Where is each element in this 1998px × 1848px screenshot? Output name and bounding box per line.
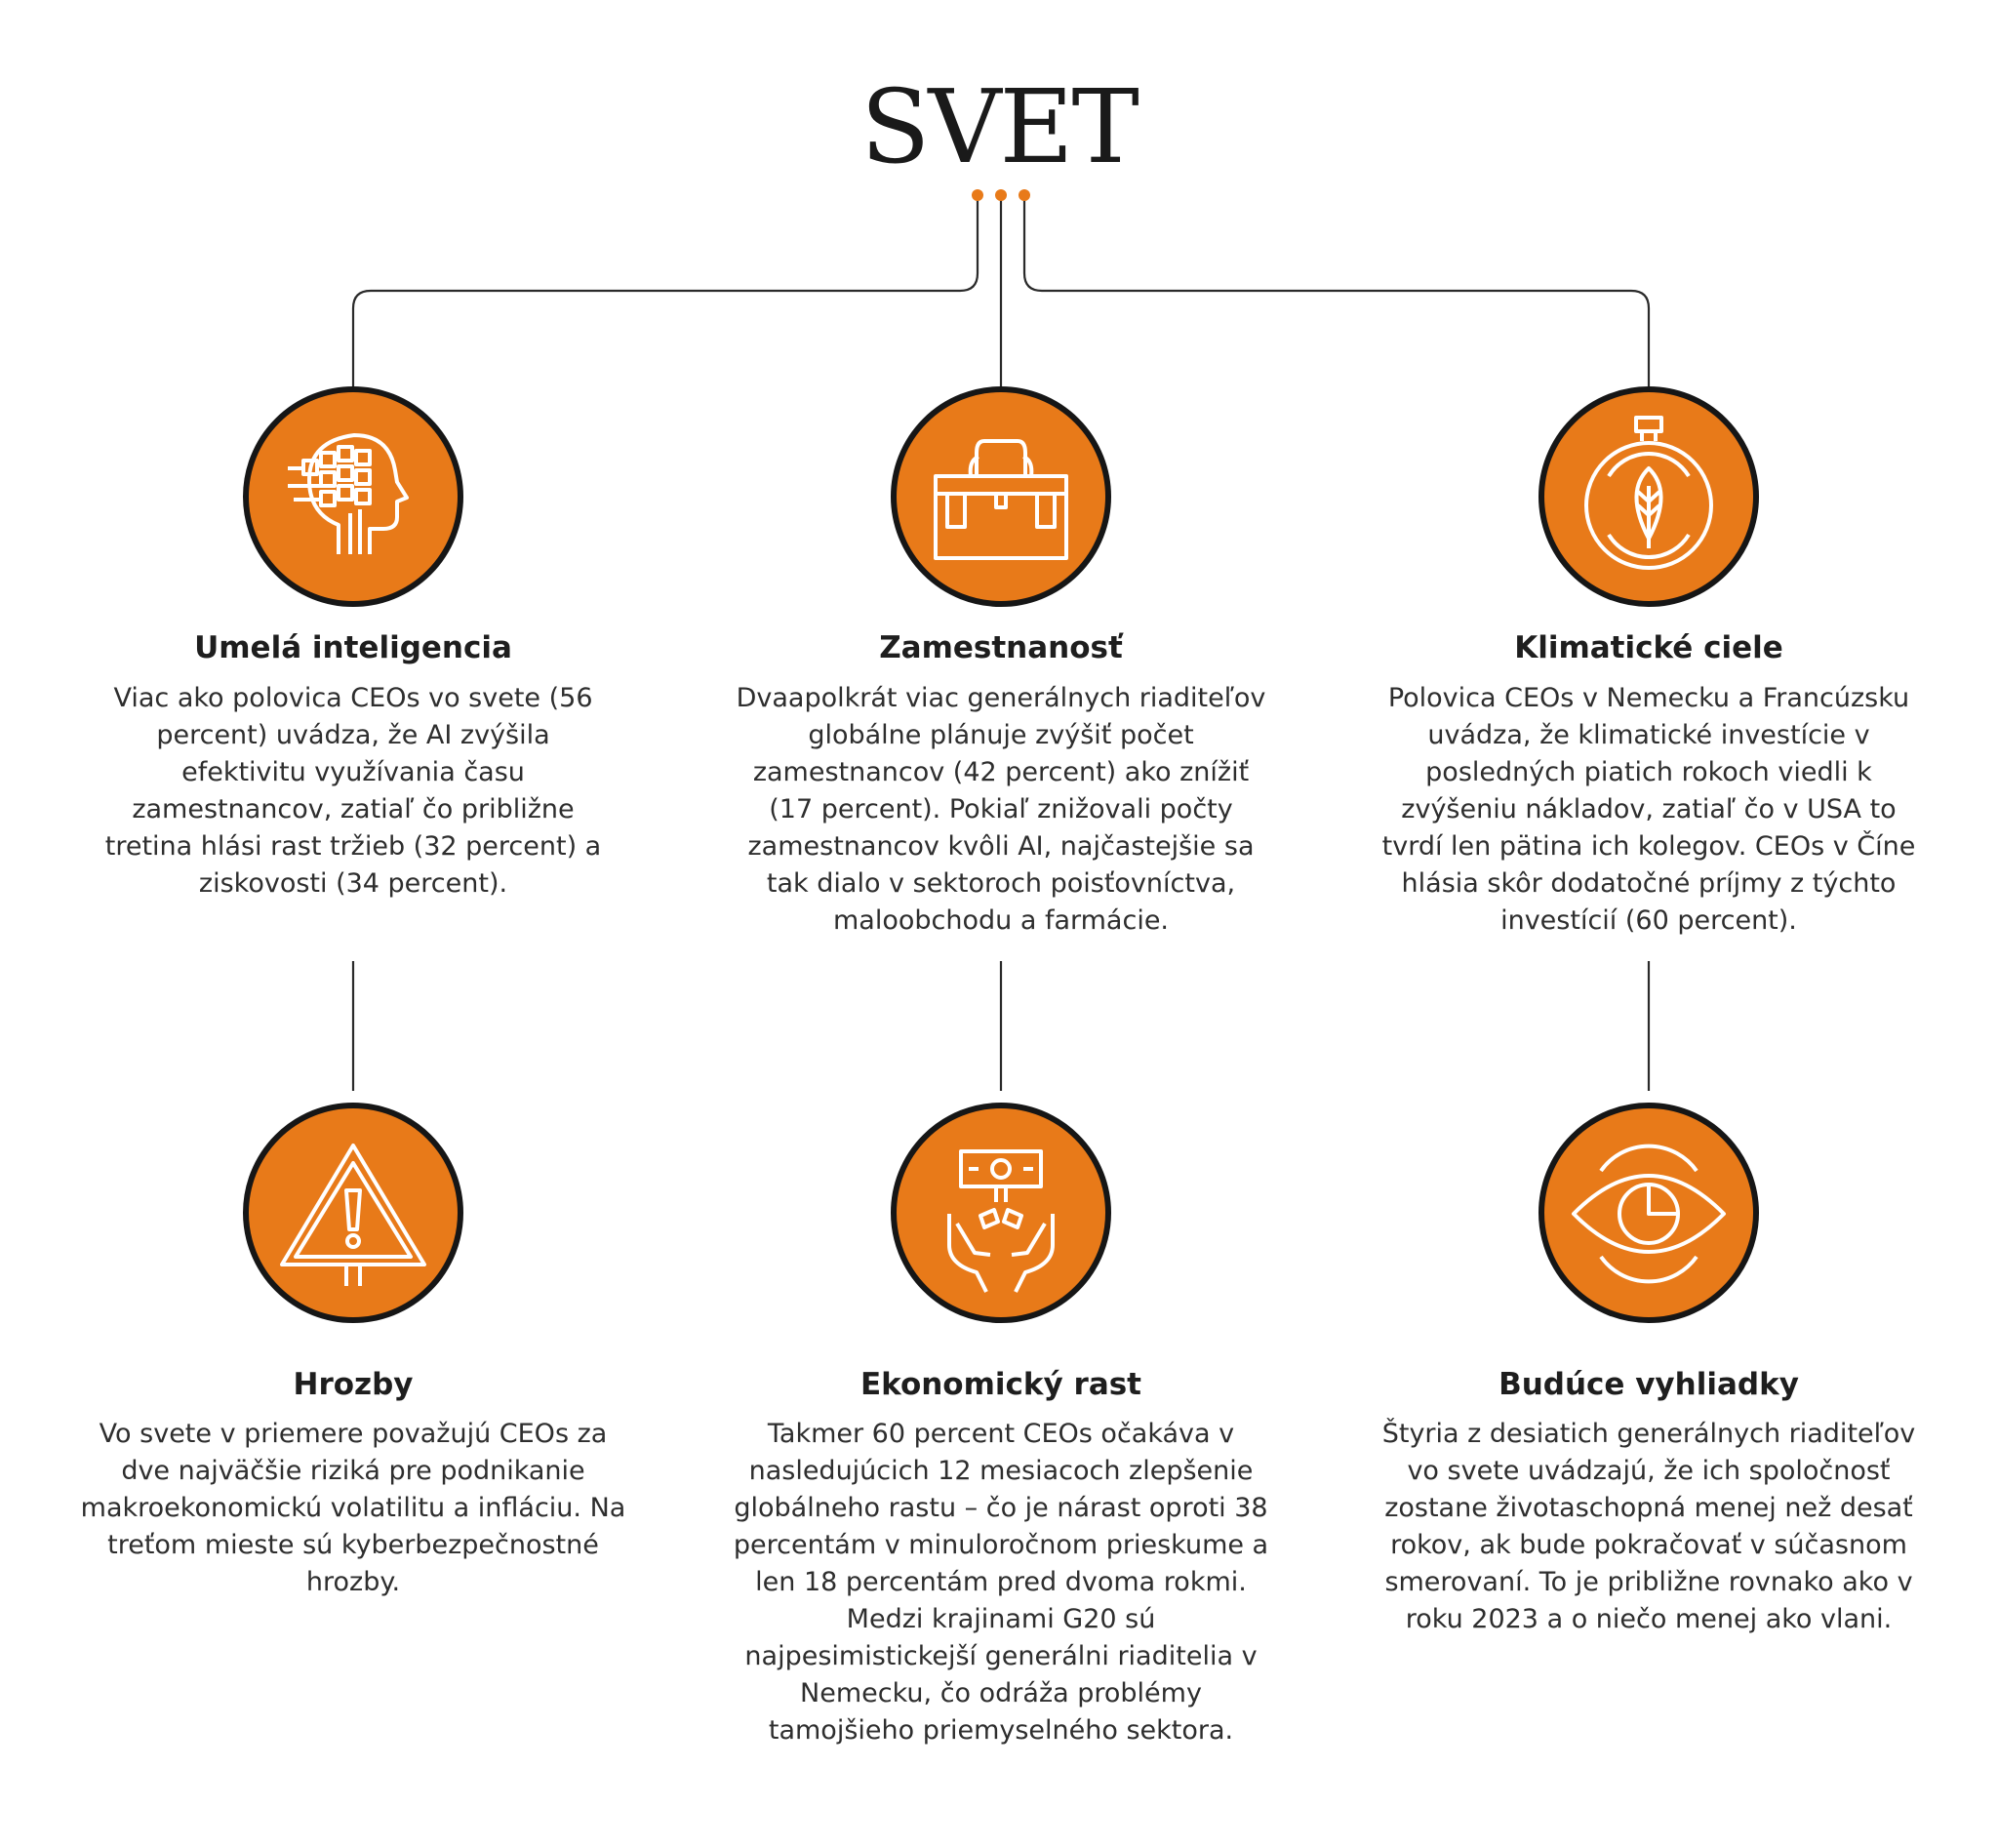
item-title-outlook: Budúce vyhliadky	[1498, 1367, 1799, 1402]
page-title: SVET	[860, 67, 1138, 186]
ai-head-icon	[243, 386, 463, 607]
eye-icon	[1538, 1103, 1759, 1323]
money-hands-icon	[891, 1103, 1111, 1323]
dot-middle	[995, 189, 1007, 201]
item-title-employment: Zamestnanosť	[879, 630, 1123, 665]
item-title-threats: Hrozby	[293, 1367, 414, 1402]
item-text-ai: Viac ako polovica CEOs vo svete (56 percent) uvádza, že AI zvýšila efektivitu využívania času zamestnancov, zatiaľ čo približne tretina hlási rast tržieb (32 percent) a ziskovosti (34 percent).	[104, 683, 602, 899]
dot-left	[972, 189, 983, 201]
item-text-threats: Vo svete v priemere považujú CEOs za dve najväčšie riziká pre podnikanie makroekonomickú volatilitu a infláciu. Na treťom mieste sú kyberbezpečnostné hrozby.	[80, 1419, 626, 1597]
item-text-outlook: Štyria z desiatich generálnych riaditeľov vo svete uvádzajú, že ich spoločnosť zostane životaschopná menej než desať rokov, ak bude pokračovať v súčasnom smerovaní. To je približne rovnako ako v roku 2023 a o niečo menej ako vlani.	[1381, 1419, 1916, 1634]
item-title-growth: Ekonomický rast	[859, 1367, 1142, 1402]
briefcase-icon	[891, 386, 1111, 607]
item-title-climate: Klimatické ciele	[1514, 630, 1783, 665]
climate-leaf-icon	[1538, 386, 1759, 607]
warning-icon	[243, 1103, 463, 1323]
item-text-climate: Polovica CEOs v Nemecku a Francúzsku uvádza, že klimatické investície v posledných piatich rokoch viedli k zvýšeniu nákladov, zatiaľ čo v USA to tvrdí len pätina ich kolegov. CEOs v Číne hlásia skôr dodatočné príjmy z týchto investícií (60 percent).	[1381, 683, 1916, 936]
item-text-growth: Takmer 60 percent CEOs očakáva v nasledujúcich 12 mesiacoch zlepšenie globálneho rastu – čo je nárast oproti 38 percentám v minuloročnom prieskume a len 18 percentám pred dvoma rokmi. Medzi krajinami G20 sú najpesimistickejší generálni riaditelia v Nemecku, čo odráža problémy tamojšieho priemyselného sektora.	[733, 1419, 1269, 1746]
dot-right	[1019, 189, 1030, 201]
item-text-employment: Dvaapolkrát viac generálnych riaditeľov globálne plánuje zvýšiť počet zamestnancov (42 percent) ako znížiť (17 percent). Pokiaľ znižovali počty zamestnancov kvôli AI, najčastejšie sa tak dialo v sektoroch poisťovníctva, maloobchodu a farmácie.	[736, 683, 1266, 936]
item-title-ai: Umelá inteligencia	[194, 630, 512, 665]
